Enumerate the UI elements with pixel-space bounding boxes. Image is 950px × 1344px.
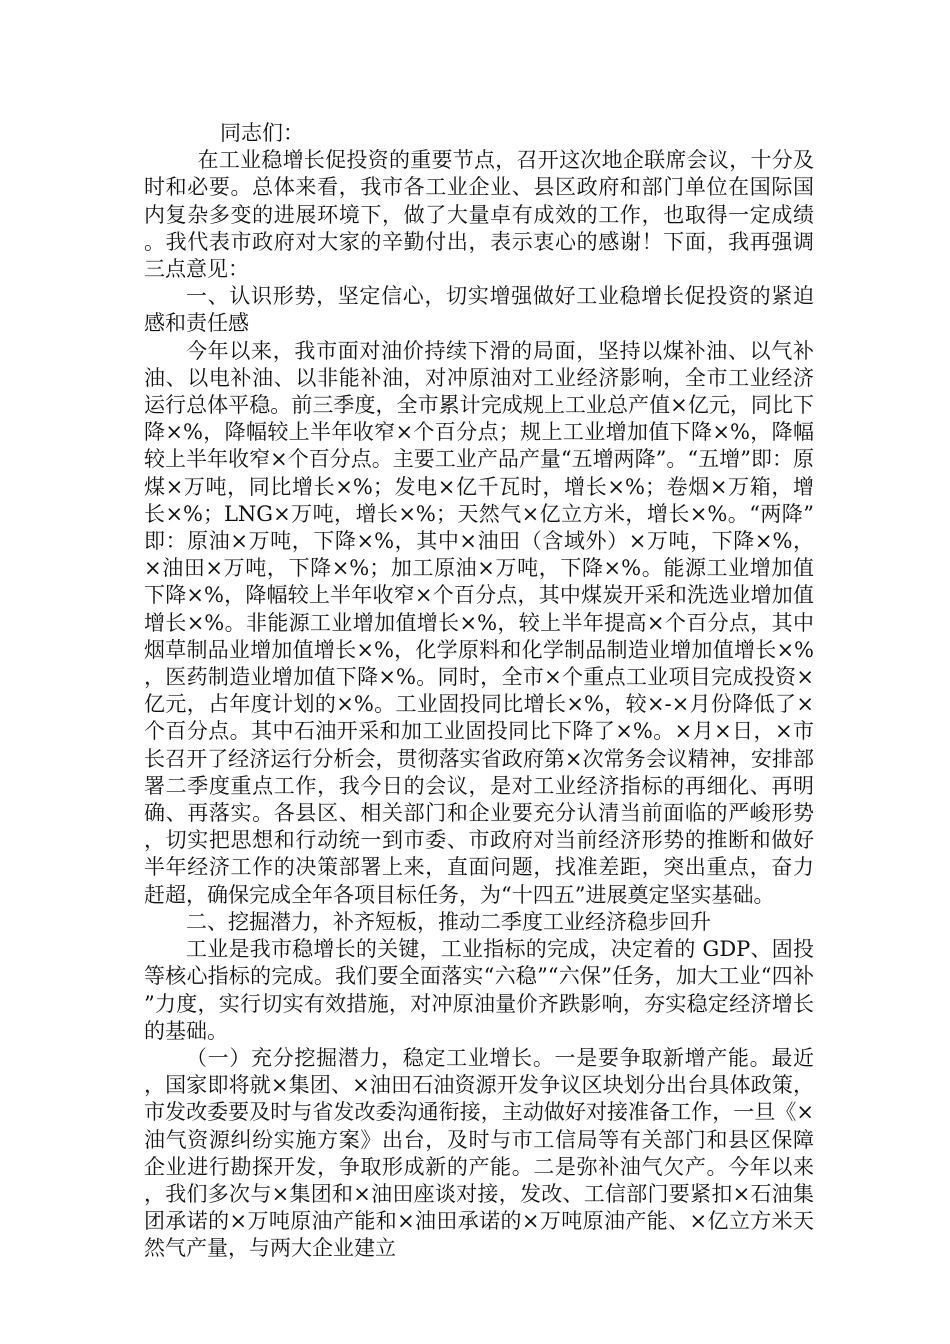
document-body — [144, 120, 814, 1263]
paragraph-section-2-intro: 工业是我市稳增长的关键，工业指标的完成，决定着的 GDP、固投等核心指标的完成。我们要全面落实“六稳”“六保”任务，加大工业“四补”力度，实行切实有效措施，对冲原油量价齐跌影响，夯实稳定经济增长的基础。 — [144, 937, 814, 1043]
paragraph-section-2-item-1: （一）充分挖掘潜力，稳定工业增长。一是要争取新增产能。最近，国家即将就×集团、×油田石油资源开发争议区块划分出台具体政策，市发改委要及时与省发改委沟通衔接，主动做好对接准备工作，一旦《×油气资源纠纷实施方案》出台，及时与市工信局等有关部门和县区保障企业进行勘探开发，争取形成新的产能。二是弥补油气欠产。今年以来，我们多次与×集团和×油田座谈对接，发改、工信部门要紧扣×石油集团承诺的×万吨原油产能和×油田承诺的×万吨原油产能、×亿立方米天然气产量，与两大企业建立 — [144, 1045, 814, 1261]
paragraph-section-1-body: 今年以来，我市面对油价持续下滑的局面，坚持以煤补油、以气补油、以电补油、以非能补油，对冲原油对工业经济影响，全市工业经济运行总体平稳。前三季度，全市累计完成规上工业总产值×亿元，同比下降×%，降幅较上半年收窄×个百分点；规上工业增加值下降×%，降幅较上半年收窄×个百分点。主要工业产品产量“五增两降”。“五增”即：原煤×万吨，同比增长×%；发电×亿千瓦时，增长×%；卷烟×万箱，增长×%；LNG×万吨，增长×%；天然气×亿立方米，增长×%。“两降”即：原油×万吨，下降×%，其中×油田（含域外）×万吨，下降×%，×油田×万吨，下降×%；加工原油×万吨，下降×%。能源工业增加值下降×%，降幅较上半年收窄×个百分点，其中煤炭开采和洗选业增加值增长×%。非能源工业增加值增长×%，较上半年提高×个百分点，其中烟草制品业增加值增长×%，化学原料和化学制品制造业增加值增长×%，医药制造业增加值下降×%。同时，全市×个重点工业项目完成投资×亿元，占年度计划的×%。工业固投同比增长×%，较×-×月份降低了×个百分点。其中石油开采和加工业固投同比下降了×%。×月×日，×市长召开了经济运行分析会，贯彻落实省政府第×次常务会议精神，安排部署二季度重点工作，我今日的会议，是对工业经济指标的再细化、再明确、再落实。各县区、相关部门和企业要充分认清当前面临的严峻形势，切实把思想和行动统一到市委、市政府对当前经济形势的推断和做好半年经济工作的决策部署上来，直面问题，找准差距，突出重点，奋力赶超，确保完成全年各项目标任务，为“十四五”进展奠定坚实基础。 — [144, 338, 814, 907]
paragraph-opening: 在工业稳增长促投资的重要节点，召开这次地企联席会议，十分及时和必要。总体来看，我市各工业企业、县区政府和部门单位在国际国内复杂多变的进展环境下，做了大量卓有成效的工作，也取得一定成绩。我代表市政府对大家的辛勤付出，表示衷心的感谢！下面，我再强调三点意见： — [144, 148, 814, 282]
heading-section-2: 二、挖掘潜力，补齐短板，推动二季度工业经济稳步回升 — [186, 909, 711, 934]
salutation: 同志们： — [220, 121, 304, 145]
heading-section-1: 一、认识形势，坚定信心，切实增强做好工业稳增长促投资的紧迫感和责任感 — [144, 284, 814, 336]
